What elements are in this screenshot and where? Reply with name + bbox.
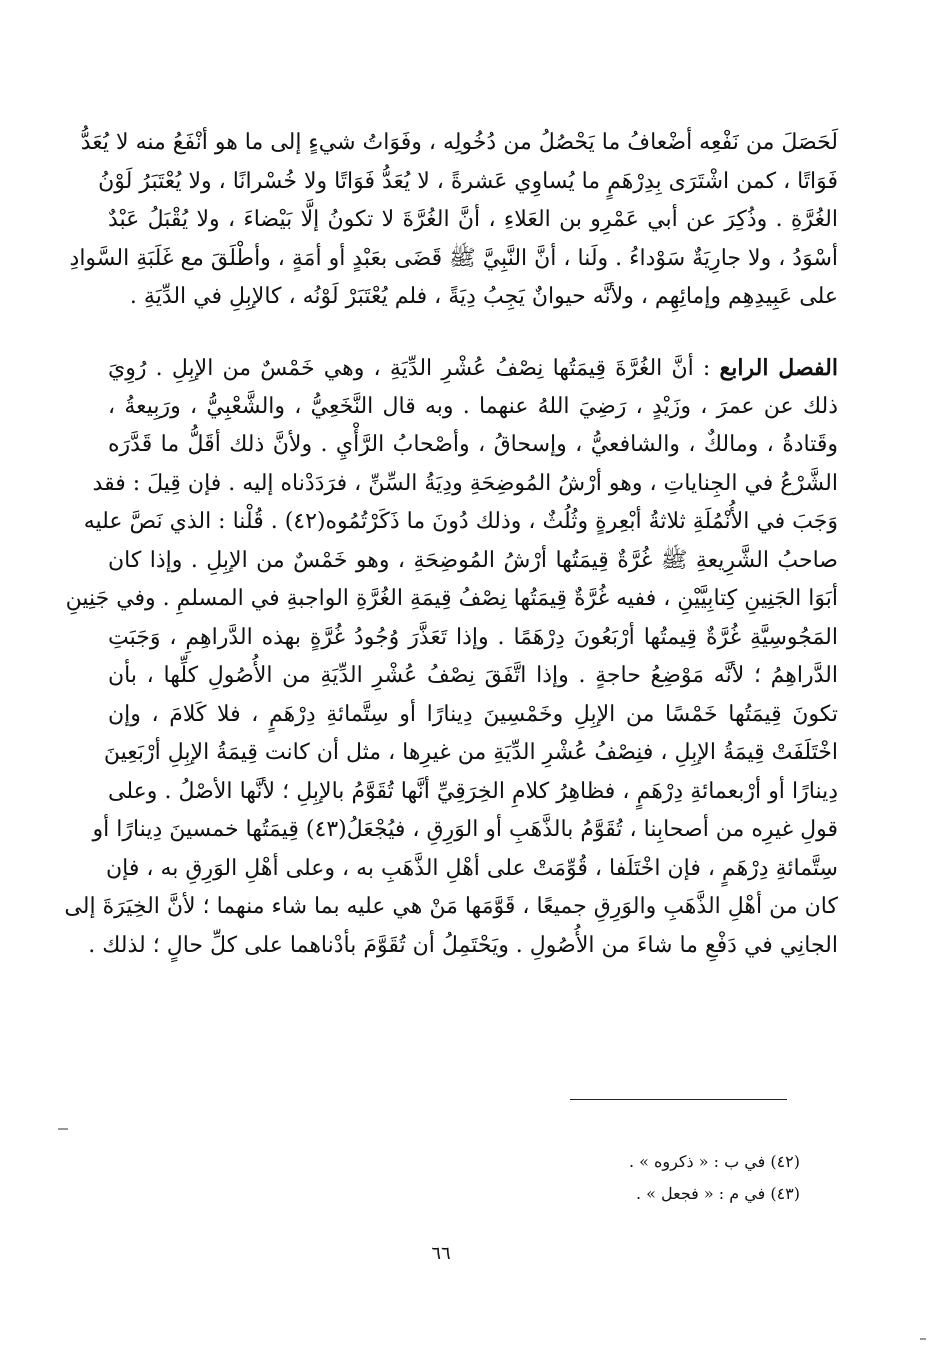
text-line: وَجَبَ في الأُنْمُلَةِ ثلاثةُ أبْعِرةٍ وثُلُثٌ ، وذلك دُونَ ما ذَكَرْتُمُوه(٤٢) . قُلْنا : الذي نَصَّ عليه bbox=[83, 509, 838, 534]
text-line: الدَّراهِمُ ؛ لأنَّه مَوْضِعُ حاجةٍ . وإذا اتَّفَقَ نِصْفُ عُشْرِ الدِّيَةِ من الأُصُولِ كلِّها ، بأن bbox=[108, 663, 838, 688]
text-line: وقَتادةُ ، ومالكٌ ، والشافعيُّ ، وإسحاقُ ، وأصْحابُ الرَّأْيِ . ولأنَّ ذلك أقَلُّ ما قَدَّرَه bbox=[108, 432, 838, 457]
text-line: الغُرَّةِ . وذُكِرَ عن أبي عَمْرِو بن العَلاءِ ، أنَّ الغُرَّةَ لا تكونُ إلَّا بَيْضاءَ ، ولا يُقْبَلُ عَبْدٌ bbox=[108, 207, 838, 232]
footnote: (٤٢) في ب : « ذكروه » . bbox=[628, 1152, 800, 1171]
paragraph-1 bbox=[69, 124, 838, 317]
text-line: على عَبِيدِهِم وإمائِهِم ، ولأنَّه حيوانٌ يَجِبُ دِيَةً ، فلم يُعْتَبَرْ لَوْنُه ، كالإبِلِ في الدِّيَةِ . bbox=[129, 284, 838, 309]
section-heading: الفصل الرابع bbox=[719, 355, 838, 381]
text-line: الجانِي في دَفْعِ ما شاءَ من الأُصُولِ . ويَحْتَمِلُ أن تُقَوَّمَ بأدْناهما على كلِّ حالٍ ؛ لذلك . bbox=[88, 932, 838, 958]
text-line: ذلك عن عمرَ ، وزَيْدٍ ، رَضِيَ اللهُ عنهما . وبه قال النَّخَعِيُّ ، والشَّعْبِيُّ ، ورَبِيعةُ ، bbox=[108, 393, 838, 419]
text-line: اخْتَلَفَتْ قِيمَةُ الإبِلِ ، فنِصْفُ عُشْرِ الدِّيَةِ من غيرِها ، مثل أن كانت قِيمَةُ الإبِلِ أرْبَعِينَ bbox=[103, 740, 838, 765]
footnotes bbox=[500, 1146, 800, 1210]
text-line-with-heading bbox=[108, 349, 838, 388]
scan-speck bbox=[920, 1338, 926, 1340]
text-line: صاحبُ الشَّرِيعةِ ﷺ غُرَّةٌ قِيمَتُها أرْشُ المُوضِحَةِ ، وهو خَمْسٌ من الإبِلِ . وإذا كان bbox=[108, 547, 838, 573]
text-line: كان من أهْلِ الذَّهَبِ والوَرِقِ جميعًا ، قَوَّمَها مَنْ هي عليه بما شاء منهما ؛ لأنَّ الخِيَرَةَ إلى bbox=[64, 894, 838, 919]
footnote: (٤٣) في م : « فجعل » . bbox=[635, 1184, 800, 1203]
scan-speck bbox=[58, 1128, 68, 1130]
text-line: تكونَ قِيمَتُها خَمْسًا من الإبِلِ وخَمْسِينَ دِينارًا أو سِتَّمائةِ دِرْهَمٍ ، فلا كَلامَ ، وإن bbox=[108, 701, 838, 727]
paragraph-2 bbox=[64, 349, 838, 965]
text-line: سِتَّمائةِ دِرْهَمٍ ، فإن اخْتَلَفا ، قُوِّمَتْ على أهْلِ الذَّهَبِ به ، وعلى أهْلِ الوَرِقِ به ، فإن bbox=[106, 855, 838, 881]
text-line: دِينارًا أو أرْبعمائةِ دِرْهَمٍ ، فظاهِرُ كلامِ الخِرَقِيِّ أنَّها تُقَوَّمُ بالإبِلِ ؛ لأنَّها الأصْلُ . وعلى bbox=[108, 778, 838, 804]
footnote-divider bbox=[570, 1099, 787, 1100]
text-line: أسْوَدُ ، ولا جارِيَةٌ سَوْداءُ . ولَنا ، أنَّ النَّبِيَّ ﷺ قَضَى بعَبْدٍ أو أمَةٍ ، وأطْلَقَ مع غَلَبَةِ السَّوادِ bbox=[69, 245, 838, 271]
text-line: لَحَصَلَ من نَفْعِه أضْعافُ ما يَحْصُلُ من دُخُولِه ، وفَوَاتُ شيءٍ إلى ما هو أنْفَعُ منه لا يُعَدُّ bbox=[80, 130, 838, 155]
text-line: أبَوَا الجَنِينِ كِتابِيَّيْنِ ، ففيه غُرَّةٌ قِيمَتُها نِصْفُ قِيمَةِ الغُرَّةِ الواجبةِ في المسلمِ . وفي جَنِينِ bbox=[65, 586, 838, 611]
text-fragment: : أنَّ الغُرَّةَ قِيمَتُها نِصْفُ عُشْرِ الدِّيَةِ ، وهي خَمْسٌ من الإبِلِ . رُوِيَ bbox=[108, 356, 720, 381]
page-number: ٦٦ bbox=[431, 1243, 451, 1264]
text-line: قولِ غيرِه من أصحابِنا ، تُقَوَّمُ بالذَّهَبِ أو الوَرِقِ ، فيُجْعَلُ(٤٣) قِيمَتُها خمسينَ دِينارًا أو bbox=[92, 817, 838, 842]
text-line: المَجُوسِيَّةِ غُرَّةٌ قِيمتُها أرْبَعُونَ دِرْهَمًا . وإذا تَعَذَّرَ وُجُودُ غُرَّةٍ بهذه الدَّراهِمِ ، وَجَبَتِ bbox=[108, 624, 838, 650]
text-line: فَوَاتًا ، كمن اشْتَرَى بِدِرْهَمٍ ما يُساوِي عَشرةً ، لا يُعَدُّ فَوَاتًا ولا خُسْرانًا ، ولا يُعْتَبَرُ لَوْنُ bbox=[98, 168, 838, 194]
text-line: الشَّرْعُ في الجِناياتِ ، وهو أرْشُ المُوضِحَةِ ودِيَةُ السِّنِّ ، فرَدَدْناه إليه . فإن قِيلَ : فقد bbox=[92, 470, 838, 496]
